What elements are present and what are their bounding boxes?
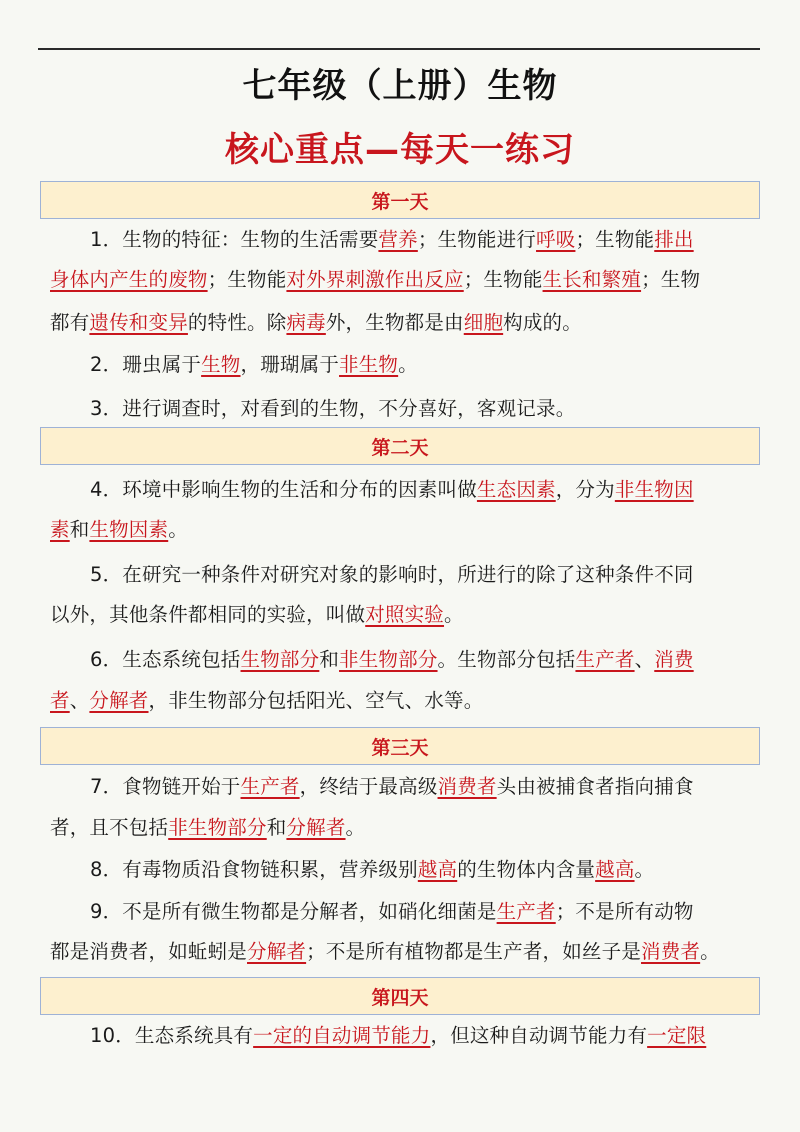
answer: 分解者 — [247, 940, 307, 963]
item-1-line-3: 都有遗传和变异的特性。除病毒外，生物都是由细胞构成的。 — [50, 311, 582, 334]
item-4-line-1: 4．环境中影响生物的生活和分布的因素叫做生态因素，分为非生物因 — [90, 478, 694, 501]
item-5-line-1: 5．在研究一种条件对研究对象的影响时，所进行的除了这种条件不同 — [90, 563, 694, 586]
item-6-line-2: 者、分解者，非生物部分包括阳光、空气、水等。 — [50, 689, 484, 712]
item-1-line-2: 身体内产生的废物；生物能对外界刺激作出反应；生物能生长和繁殖；生物 — [50, 268, 701, 291]
answer: 身体内产生的废物 — [50, 268, 208, 291]
answer: 排出 — [654, 228, 694, 251]
page-subtitle: 核心重点—每天一练习 — [225, 130, 575, 170]
item-7-line-1: 7．食物链开始于生产者，终结于最高级消费者头由被捕食者指向捕食 — [90, 775, 694, 798]
answer: 营养 — [378, 228, 418, 251]
page-title: 七年级（上册）生物 — [242, 66, 558, 106]
answer: 细胞 — [463, 311, 504, 334]
day-4-header: 第四天 — [40, 977, 760, 1015]
answer: 消费者 — [641, 940, 701, 963]
item-7-line-2: 者，且不包括非生物部分和分解者。 — [50, 816, 366, 839]
item-3: 3．进行调查时，对看到的生物，不分喜好，客观记录。 — [90, 397, 576, 420]
answer: 生态因素 — [476, 478, 556, 501]
answer: 病毒 — [286, 311, 326, 334]
answer: 生产者 — [575, 648, 635, 671]
item-6-line-1: 6．生态系统包括生物部分和非生物部分。生物部分包括生产者、消费 — [90, 648, 694, 671]
answer: 非生物因 — [614, 478, 694, 501]
item-1-line-1: 1．生物的特征：生物的生活需要营养；生物能进行呼吸；生物能排出 — [90, 228, 694, 251]
day-1-header: 第一天 — [40, 181, 760, 219]
answer: 越高 — [595, 858, 635, 881]
answer: 生产者 — [496, 900, 556, 923]
answer: 呼吸 — [536, 228, 576, 251]
day-3-header: 第三天 — [40, 727, 760, 765]
answer: 遗传和变异 — [89, 311, 188, 334]
answer: 生长和繁殖 — [542, 268, 642, 291]
answer: 分解者 — [89, 689, 149, 712]
item-10-line-1: 10．生态系统具有一定的自动调节能力，但这种自动调节能力有一定限 — [90, 1024, 707, 1047]
answer: 消费 — [654, 648, 694, 671]
top-rule — [38, 48, 760, 50]
item-8: 8．有毒物质沿食物链积累，营养级别越高的生物体内含量越高。 — [90, 858, 655, 881]
answer: 生物因素 — [89, 518, 169, 541]
answer: 素 — [50, 518, 70, 541]
answer: 一定的自动调节能力 — [253, 1024, 431, 1047]
item-5-line-2: 以外，其他条件都相同的实验，叫做对照实验。 — [50, 603, 464, 626]
day-2-header: 第二天 — [40, 427, 760, 465]
answer: 非生物部分 — [168, 816, 267, 839]
answer: 对照实验 — [365, 603, 445, 626]
answer: 生物部分 — [240, 648, 320, 671]
item-9-line-2: 都是消费者，如蚯蚓是分解者；不是所有植物都是生产者，如丝子是消费者。 — [50, 940, 720, 963]
answer: 非生物部分 — [339, 648, 438, 671]
item-2: 2．珊虫属于生物，珊瑚属于非生物。 — [90, 353, 418, 376]
answer: 者 — [50, 689, 70, 712]
item-4-line-2: 素和生物因素。 — [50, 518, 188, 541]
answer: 生物 — [201, 353, 241, 376]
answer: 分解者 — [286, 816, 346, 839]
item-9-line-1: 9．不是所有微生物都是分解者，如硝化细菌是生产者；不是所有动物 — [90, 900, 694, 923]
answer: 消费者 — [437, 775, 497, 798]
answer: 对外界刺激作出反应 — [286, 268, 464, 291]
answer: 非生物 — [339, 353, 399, 376]
answer: 生产者 — [240, 775, 300, 798]
answer: 一定限 — [647, 1024, 707, 1047]
answer: 越高 — [417, 858, 458, 881]
